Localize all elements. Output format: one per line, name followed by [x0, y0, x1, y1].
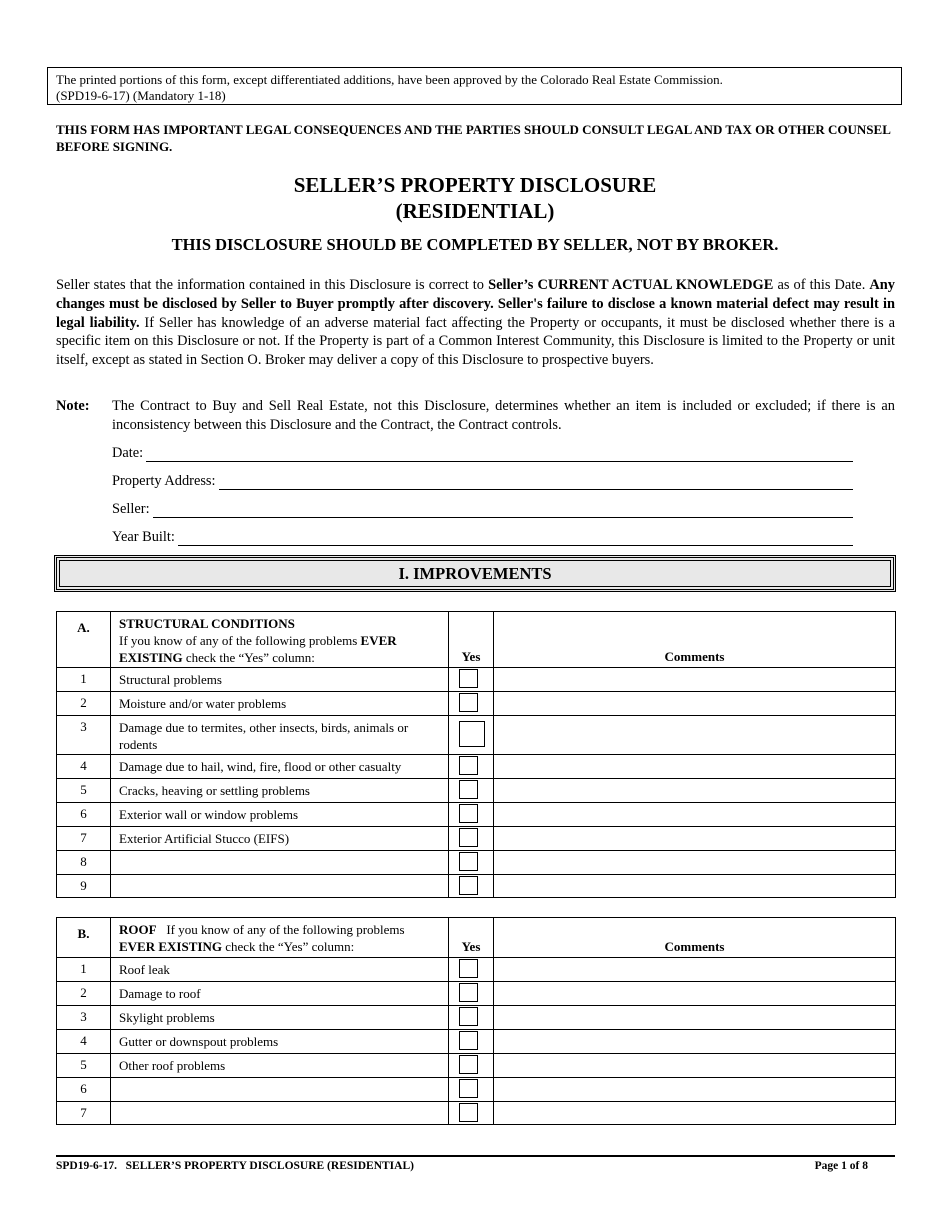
- section-b-yes-header: Yes: [449, 918, 494, 958]
- yes-checkbox[interactable]: [459, 1055, 478, 1074]
- intro-text-1: Seller states that the information contained in this Disclosure is correct to: [56, 277, 489, 293]
- row-yes-cell: [449, 1102, 494, 1125]
- row-item: [111, 1078, 449, 1102]
- row-item: Gutter or downspout problems: [111, 1030, 449, 1054]
- table-row: [57, 1102, 896, 1125]
- row-number: 5: [57, 779, 111, 803]
- row-comment[interactable]: [494, 958, 896, 982]
- seller-input[interactable]: [153, 503, 853, 518]
- table-row: [57, 692, 896, 716]
- approval-line-2: (SPD19-6-17) (Mandatory 1-18): [56, 88, 226, 103]
- yes-checkbox[interactable]: [459, 721, 485, 747]
- intro-bold-1: Seller’s CURRENT ACTUAL KNOWLEDGE: [488, 277, 774, 293]
- seller-field: [112, 500, 853, 518]
- section-a-heading: STRUCTURAL CONDITIONS: [119, 616, 295, 631]
- title-line-2: (RESIDENTIAL): [395, 199, 555, 223]
- row-item: Other roof problems: [111, 1054, 449, 1078]
- section-b-instr-bold: EVER EXISTING: [119, 939, 222, 954]
- row-number: 4: [57, 1030, 111, 1054]
- row-comment[interactable]: [494, 716, 896, 755]
- page-title: [0, 172, 950, 224]
- property-address-field: [112, 472, 853, 490]
- row-yes-cell: [449, 875, 494, 898]
- row-comment[interactable]: [494, 755, 896, 779]
- table-row: [57, 827, 896, 851]
- row-yes-cell: [449, 851, 494, 875]
- section-a-letter: A.: [57, 612, 111, 668]
- section-improvements-title: I. IMPROVEMENTS: [398, 563, 552, 583]
- row-yes-cell: [449, 755, 494, 779]
- row-comment[interactable]: [494, 1030, 896, 1054]
- section-b-letter: B.: [57, 918, 111, 958]
- row-item: Structural problems: [111, 668, 449, 692]
- row-comment[interactable]: [494, 827, 896, 851]
- row-comment[interactable]: [494, 851, 896, 875]
- table-row: [57, 1054, 896, 1078]
- page-subtitle: THIS DISCLOSURE SHOULD BE COMPLETED BY SELLER, NOT BY BROKER.: [171, 235, 779, 254]
- note-text: The Contract to Buy and Sell Real Estate, not this Disclosure, determines whether an item is included or excluded; if there is an inconsistency between this Disclosure and the Contract, the Contract controls.: [112, 398, 895, 433]
- row-number: 2: [57, 692, 111, 716]
- footer-form-id: SPD19-6-17. SELLER’S PROPERTY DISCLOSURE (RESIDENTIAL): [56, 1160, 414, 1172]
- footer-page-number: Page 1 of 8: [814, 1160, 868, 1172]
- row-item: Cracks, heaving or settling problems: [111, 779, 449, 803]
- row-item: Moisture and/or water problems: [111, 692, 449, 716]
- table-row: [57, 803, 896, 827]
- table-row: [57, 851, 896, 875]
- row-item: Damage due to termites, other insects, birds, animals or rodents: [111, 716, 449, 755]
- row-yes-cell: [449, 1078, 494, 1102]
- row-yes-cell: [449, 803, 494, 827]
- row-number: 1: [57, 668, 111, 692]
- row-yes-cell: [449, 827, 494, 851]
- row-number: 3: [57, 716, 111, 755]
- structural-header-row: [57, 612, 896, 668]
- section-a-instr-2: check the “Yes” column:: [182, 650, 315, 665]
- intro-bold-2: Any changes must be disclosed by Seller to Buyer promptly after discovery. Seller's failure to disclose a known material defect may result in legal liability.: [56, 277, 895, 331]
- row-number: 9: [57, 875, 111, 898]
- yes-checkbox[interactable]: [459, 1007, 478, 1026]
- table-row: [57, 1030, 896, 1054]
- yes-checkbox[interactable]: [459, 804, 478, 823]
- legal-warning: THIS FORM HAS IMPORTANT LEGAL CONSEQUENCES AND THE PARTIES SHOULD CONSULT LEGAL AND TAX OR OTHER COUNSEL BEFORE SIGNING.: [56, 122, 891, 154]
- row-comment[interactable]: [494, 803, 896, 827]
- row-number: 8: [57, 851, 111, 875]
- row-yes-cell: [449, 958, 494, 982]
- row-comment[interactable]: [494, 982, 896, 1006]
- row-number: 7: [57, 1102, 111, 1125]
- section-a-yes-header: Yes: [449, 612, 494, 668]
- date-input[interactable]: [146, 447, 853, 462]
- roof-header-row: [57, 918, 896, 958]
- row-comment[interactable]: [494, 1054, 896, 1078]
- property-address-label: Property Address:: [112, 473, 216, 489]
- roof-table: [56, 917, 896, 1125]
- section-a-instr-bold: EVER EXISTING: [119, 633, 397, 665]
- note-block: [56, 397, 895, 435]
- row-comment[interactable]: [494, 668, 896, 692]
- section-a-comments-header: Comments: [494, 612, 896, 668]
- table-row: [57, 716, 896, 755]
- row-comment[interactable]: [494, 779, 896, 803]
- yes-checkbox[interactable]: [459, 983, 478, 1002]
- yes-checkbox[interactable]: [459, 1079, 478, 1098]
- row-comment[interactable]: [494, 1102, 896, 1125]
- row-number: 5: [57, 1054, 111, 1078]
- row-item: Damage to roof: [111, 982, 449, 1006]
- row-number: 4: [57, 755, 111, 779]
- row-item: Damage due to hail, wind, fire, flood or other casualty: [111, 755, 449, 779]
- row-number: 1: [57, 958, 111, 982]
- row-item: [111, 851, 449, 875]
- table-row: [57, 982, 896, 1006]
- yes-checkbox[interactable]: [459, 1031, 478, 1050]
- yes-checkbox[interactable]: [459, 756, 478, 775]
- yes-checkbox[interactable]: [459, 959, 478, 978]
- section-a-heading-cell: [111, 612, 449, 668]
- row-yes-cell: [449, 779, 494, 803]
- year-built-label: Year Built:: [112, 529, 175, 545]
- row-yes-cell: [449, 692, 494, 716]
- footer-rule: [56, 1155, 895, 1157]
- row-number: 2: [57, 982, 111, 1006]
- yes-checkbox[interactable]: [459, 669, 478, 688]
- title-line-1: SELLER’S PROPERTY DISCLOSURE: [293, 173, 657, 197]
- intro-text-3: If Seller has knowledge of an adverse material fact affecting the Property or occupants, it must be disclosed whether there is a specific item on this Disclosure or not. If the Property is part of a Common Interest Community, this Disclosure is limited to the Property or unit itself, except as stated in Section O. Broker may deliver a copy of this Disclosure to prospective buyers.: [56, 314, 895, 369]
- table-row: [57, 1006, 896, 1030]
- row-item: Skylight problems: [111, 1006, 449, 1030]
- row-item: [111, 875, 449, 898]
- table-row: [57, 875, 896, 898]
- yes-checkbox[interactable]: [459, 828, 478, 847]
- yes-checkbox[interactable]: [459, 780, 478, 799]
- row-yes-cell: [449, 716, 494, 755]
- yes-checkbox[interactable]: [459, 1103, 478, 1122]
- structural-conditions-table: [56, 611, 896, 898]
- year-built-field: [112, 528, 853, 546]
- yes-checkbox[interactable]: [459, 876, 478, 895]
- row-number: 6: [57, 803, 111, 827]
- table-row: [57, 779, 896, 803]
- section-b-instr-2: check the “Yes” column:: [221, 939, 355, 954]
- intro-text-2: as of this Date.: [773, 277, 870, 293]
- row-comment[interactable]: [494, 1078, 896, 1102]
- row-yes-cell: [449, 982, 494, 1006]
- intro-paragraph: [56, 276, 895, 370]
- table-row: [57, 1078, 896, 1102]
- row-comment[interactable]: [494, 875, 896, 898]
- row-yes-cell: [449, 1006, 494, 1030]
- row-yes-cell: [449, 668, 494, 692]
- row-item: Exterior Artificial Stucco (EIFS): [111, 827, 449, 851]
- date-field: [112, 444, 853, 462]
- section-b-heading-cell: [111, 918, 449, 958]
- table-row: [57, 958, 896, 982]
- row-yes-cell: [449, 1054, 494, 1078]
- approval-line-1: The printed portions of this form, except differentiated additions, have been approved by the Colorado Real Estate Commission.: [56, 72, 723, 87]
- section-a-instr-1: If you know of any of the following problems: [119, 633, 361, 648]
- section-improvements-header: [54, 555, 896, 592]
- row-item: Roof leak: [111, 958, 449, 982]
- row-item: [111, 1102, 449, 1125]
- approval-notice: [47, 67, 902, 105]
- property-address-input[interactable]: [219, 475, 853, 490]
- section-b-heading: ROOF: [119, 922, 157, 937]
- row-number: 7: [57, 827, 111, 851]
- row-item: Exterior wall or window problems: [111, 803, 449, 827]
- table-row: [57, 668, 896, 692]
- yes-checkbox[interactable]: [459, 852, 478, 871]
- section-b-instr-1: If you know of any of the following problems: [166, 922, 405, 937]
- year-built-input[interactable]: [178, 531, 853, 546]
- row-comment[interactable]: [494, 1006, 896, 1030]
- date-label: Date:: [112, 445, 144, 461]
- table-row: [57, 755, 896, 779]
- row-number: 3: [57, 1006, 111, 1030]
- row-yes-cell: [449, 1030, 494, 1054]
- section-b-comments-header: Comments: [494, 918, 896, 958]
- row-number: 6: [57, 1078, 111, 1102]
- note-label: Note:: [56, 398, 90, 414]
- yes-checkbox[interactable]: [459, 693, 478, 712]
- row-comment[interactable]: [494, 692, 896, 716]
- seller-label: Seller:: [112, 501, 150, 517]
